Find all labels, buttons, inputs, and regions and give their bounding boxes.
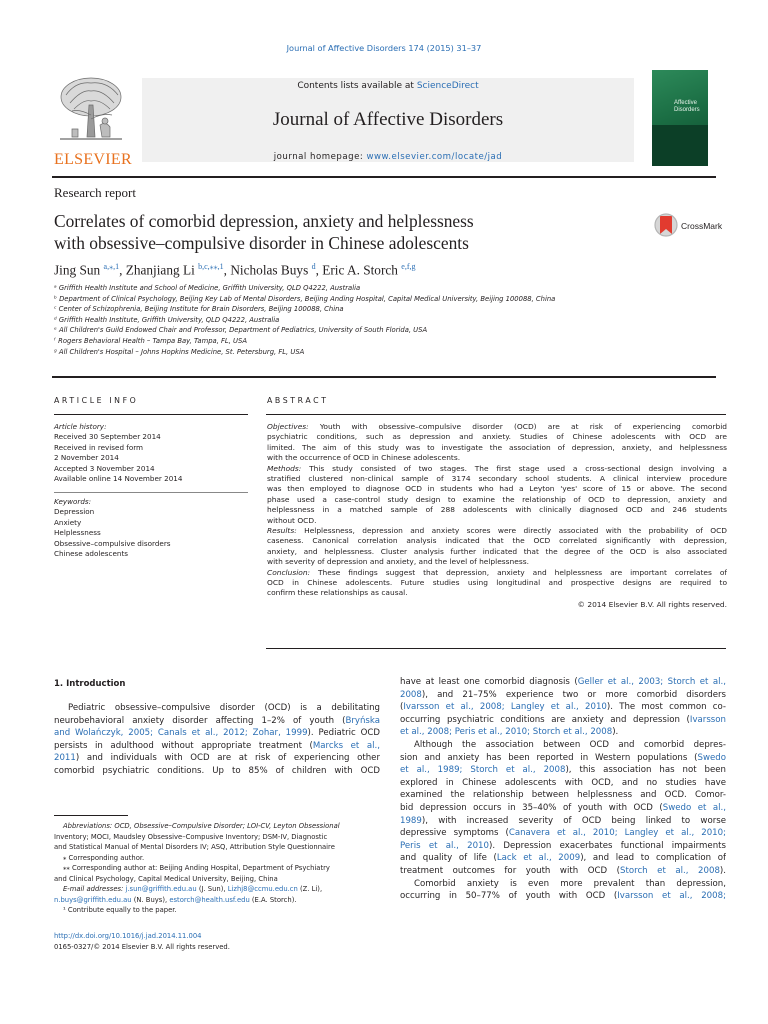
body-text: examined the relationship between helplessness and OCD. Comor-	[400, 790, 726, 801]
body-text: Pediatric obsessive–compulsive disorder (OCD) is a debilitating	[68, 703, 380, 713]
citation-link[interactable]: 1989	[400, 815, 422, 826]
abstract-line: without OCD.	[267, 515, 317, 525]
keyword: Chinese adolescents	[54, 549, 129, 559]
author-name[interactable]: , Zhanjiang Li	[119, 262, 199, 278]
journal-citation-link[interactable]: Journal of Affective Disorders 174 (2015) 31–37	[286, 43, 482, 53]
conclusion-label: Conclusion:	[267, 567, 311, 577]
body-line	[400, 752, 726, 765]
email-owner: (Z. Li),	[297, 885, 323, 893]
crossmark-icon	[654, 212, 678, 240]
abstract-line: caseness. Canonical correlation analysis indicated that the OCD correlated significantly with depression,	[267, 536, 727, 546]
author-name[interactable]: Jing Sun	[54, 262, 104, 278]
body-text: ), and 21–75% experience two or more comorbid disorders	[421, 689, 726, 700]
author-list	[54, 262, 415, 278]
abstract-text: Helplessness, depression and anxiety scores were directly associated with the probability of OCD	[296, 525, 727, 535]
affiliation-b: ᵇ Department of Clinical Psychology, Beijing Key Lab of Mental Disorders, Beijing Anding Hospital, Capital Medical University, Beijing 100088, China	[54, 294, 556, 303]
abstract-bottom-divider	[266, 648, 726, 649]
citation-link[interactable]: and Wolańczyk, 2005; Canals et al., 2012; Zohar, 1999	[54, 728, 308, 739]
email-link[interactable]: estorch@health.usf.edu	[169, 895, 250, 904]
abstract-line: was then employed to diagnose OCD in students who had a Leyton 'yes' score of 15 or above. The second	[267, 484, 727, 494]
body-text: ). Pediatric OCD	[307, 728, 380, 739]
footnote-divider	[54, 815, 128, 816]
left-column-body	[54, 702, 380, 778]
objectives-label: Objectives:	[267, 422, 309, 431]
footnotes	[54, 821, 384, 916]
footnote-line: ¹ Contribute equally to the paper.	[63, 906, 177, 914]
citation-link[interactable]: 2008	[400, 689, 422, 700]
history-title: Article history:	[54, 422, 107, 431]
body-text: ).	[719, 865, 726, 876]
body-line	[400, 777, 726, 790]
footnote-line: Abbreviations: OCD, Obsessive–Compulsive Disorder; LOI-CV, Leyton Obsessional	[63, 822, 340, 830]
abstract-line: helplessness in a matched sample of 288 adolescents with clinically diagnosed OCD and 246 students	[267, 505, 727, 515]
body-line	[54, 765, 380, 778]
homepage-line	[142, 152, 634, 162]
body-line	[54, 752, 380, 765]
body-line	[400, 676, 726, 689]
body-line	[400, 890, 726, 903]
article-type: Research report	[54, 185, 136, 200]
history-item: Available online 14 November 2014	[54, 474, 183, 484]
body-text: Although the association between OCD and comorbid depres-	[414, 739, 726, 750]
abstract-line: phase used a case-control study design to examine the relationship of OCD to depression, anxiety and	[267, 494, 727, 504]
affiliation-c: ᶜ Center of Schizophrenia, Beijing Institute for Brain Disorders, Beijing 100088, China	[54, 305, 344, 314]
abstract-heading: ABSTRACT	[267, 396, 329, 405]
affiliations	[54, 283, 714, 357]
author-name[interactable]: , Eric A. Storch	[315, 262, 402, 278]
abstract-line: with severity of depression and anxiety, and the level of helplessness.	[267, 557, 529, 567]
citation-link[interactable]: Storch et al., 2008	[620, 865, 720, 876]
article-info-divider	[54, 414, 248, 415]
body-text: have at least one comorbid diagnosis (	[400, 677, 578, 687]
keyword: Depression	[54, 507, 95, 517]
body-text: ), this association has not been	[565, 765, 726, 776]
methods-label: Methods:	[267, 463, 302, 473]
citation-link[interactable]: 2011	[54, 753, 76, 764]
citation-link[interactable]: Canavera et al., 2010; Langley et al., 2010;	[508, 828, 726, 839]
body-text: occurring psychiatric conditions are anxiety and depression (	[400, 714, 690, 725]
body-line	[54, 715, 380, 728]
footnote-email-line	[54, 895, 384, 906]
email-link[interactable]: j.sun@griffith.edu.au	[125, 885, 197, 893]
body-line	[400, 878, 726, 891]
masthead-banner	[142, 78, 634, 162]
doi-link[interactable]: http://dx.doi.org/10.1016/j.jad.2014.11.004	[54, 932, 202, 940]
abstract-line	[267, 464, 727, 474]
body-line	[400, 852, 726, 865]
author-affiliation-marks[interactable]: a,⁎,1	[103, 262, 120, 271]
cover-title	[674, 100, 700, 114]
cover-title-line-2: Disorders	[674, 107, 700, 113]
homepage-link[interactable]: www.elsevier.com/locate/jad	[366, 152, 503, 162]
citation-link[interactable]: Bryńska	[345, 715, 380, 726]
journal-title: Journal of Affective Disorders	[272, 109, 504, 130]
abstract-divider	[266, 414, 726, 415]
email-label: E-mail addresses:	[63, 885, 126, 893]
body-line	[400, 726, 726, 739]
footnote-line: and Statistical Manual of Mental Disorders IV; ASQ, Attribution Style Questionnaire	[54, 843, 335, 851]
keyword: Anxiety	[54, 517, 82, 527]
history-item: Accepted 3 November 2014	[54, 463, 155, 473]
body-line	[400, 815, 726, 828]
elsevier-wordmark: ELSEVIER	[54, 151, 132, 168]
crossmark-badge[interactable]	[654, 212, 734, 240]
body-text: comorbid psychiatric conditions. Up to 85% of children with OCD	[54, 765, 380, 776]
citation-link[interactable]: Peris et al., 2010	[400, 840, 489, 851]
abstract-line	[267, 422, 727, 432]
body-line	[400, 701, 726, 714]
citation-link[interactable]: Ivarsson et al., 2008; Langley et al., 2010	[403, 702, 607, 713]
contents-line	[142, 81, 634, 91]
body-line	[54, 727, 380, 740]
results-label: Results:	[267, 525, 297, 535]
abstract-line: OCD in Chinese adolescents. Future studies using longitudinal and prospective designs are required to	[267, 577, 727, 587]
abstract-line: with the occurrence of OCD in Chinese adolescents.	[267, 453, 461, 463]
article-title-line-1: Correlates of comorbid depression, anxiety and helplessness	[54, 211, 474, 231]
abstract-copyright: © 2014 Elsevier B.V. All rights reserved.	[577, 599, 727, 609]
history-item: 2 November 2014	[54, 453, 119, 463]
elsevier-logo[interactable]	[52, 75, 132, 168]
masthead-divider	[52, 176, 716, 178]
body-line	[400, 840, 726, 853]
body-line	[400, 865, 726, 878]
journal-cover-image[interactable]	[652, 70, 708, 166]
issn-line: 0165-0327/© 2014 Elsevier B.V. All rights reserved.	[54, 942, 230, 951]
abstract-body	[267, 422, 727, 610]
footnote-line: ⁎⁎ Corresponding author at: Beijing Anding Hospital, Department of Psychiatry	[63, 864, 330, 872]
affiliation-e: ᵉ All Children's Guild Endowed Chair and Professor, Department of Pediatrics, University of South Florida, USA	[54, 326, 428, 335]
body-text: explored in Chinese adolescents with OCD, and no studies have	[400, 777, 726, 788]
abstract-text: These findings suggest that depression, anxiety and helplessness are important correlates of	[310, 567, 727, 577]
author-affiliation-marks[interactable]: d	[311, 262, 316, 271]
footnote-email-line	[54, 884, 384, 895]
right-column-body	[400, 676, 726, 903]
citation-link[interactable]: Marcks et al.,	[312, 740, 380, 751]
article-title-line-2: with obsessive–compulsive disorder in Chinese adolescents	[54, 233, 469, 253]
body-text: treatment outcomes for youth with OCD (	[400, 865, 621, 876]
citation-link[interactable]: et al., 1989; Storch et al., 2008	[400, 765, 566, 776]
body-text: ), with increased severity of OCD being linked to worse	[421, 815, 726, 826]
body-text: neurobehavioral anxiety disorder affecting 1–2% of youth (	[54, 715, 346, 726]
citation-link[interactable]: Ivarsson et al., 2008;	[617, 891, 726, 902]
body-text: sion and anxiety has been reported in Western populations (	[400, 752, 698, 763]
body-text: depressive symptoms (	[400, 828, 509, 839]
keywords-divider	[54, 492, 248, 493]
affiliation-f: ᶠ Rogers Behavioral Health – Tampa Bay, Tampa, FL, USA	[54, 336, 247, 345]
sciencedirect-link[interactable]: ScienceDirect	[416, 81, 479, 91]
body-line	[400, 802, 726, 815]
abstract-line: anxiety, and helplessness. Cluster analysis further indicated that the degree of the OCD is also associated	[267, 546, 727, 556]
footnote-line: and Clinical Psychology, Capital Medical University, Beijing, China	[54, 874, 278, 883]
email-link[interactable]: n.buys@griffith.edu.au	[54, 895, 132, 904]
email-owner: (E.A. Storch).	[249, 895, 297, 904]
body-text: ), and lead to complication of	[580, 853, 726, 864]
article-history	[54, 422, 248, 484]
body-line	[400, 689, 726, 702]
author-affiliation-marks[interactable]: b,c,⁎⁎,1	[198, 262, 224, 271]
citation-link[interactable]: Lack et al., 2009	[496, 853, 581, 864]
citation-link[interactable]: Swedo	[697, 752, 726, 763]
body-line	[54, 740, 380, 753]
body-line	[54, 702, 380, 715]
email-link[interactable]: Lizhj8@ccmu.edu.cn	[227, 885, 298, 893]
keyword: Helplessness	[54, 528, 101, 538]
article-title	[54, 210, 614, 254]
keywords-title: Keywords:	[54, 497, 92, 506]
affiliations-divider	[52, 376, 716, 378]
footnote-line: Inventory; MOCI, Maudsley Obsessive–Compusive Inventory; DSM-IV, Diagnostic	[54, 832, 328, 841]
body-text: (	[400, 702, 404, 713]
email-owner: (N. Buys),	[131, 895, 170, 904]
cover-band	[652, 125, 708, 166]
crossmark-label: CrossMark	[681, 221, 723, 231]
body-text: ).	[612, 727, 619, 738]
homepage-prefix: journal homepage:	[273, 152, 367, 162]
body-text: Comorbid anxiety is even more prevalent than depression,	[414, 878, 726, 889]
body-text: and quality of life (	[400, 853, 497, 864]
abstract-line	[267, 568, 727, 578]
citation-link[interactable]: Swedo et al.,	[662, 802, 726, 813]
keyword: Obsessive–compulsive disorders	[54, 538, 171, 548]
body-text: bid depression occurs in 35–40% of youth with OCD (	[400, 802, 663, 813]
history-item: Received in revised form	[54, 442, 144, 452]
body-text: ). The most common co-	[606, 702, 726, 713]
citation-link[interactable]: Ivarsson	[689, 714, 726, 725]
section-heading-introduction: 1. Introduction	[54, 679, 126, 689]
abstract-line: psychiatric conditions, such as depression and anxiety. Studies of Chinese adolescents with OCD are	[267, 432, 727, 442]
affiliation-d: ᵈ Griffith Health Institute, Griffith University, QLD Q4222, Australia	[54, 315, 280, 324]
abstract-line: limited. The aim of this study was to investigate the association of depression, anxiety, and helplessness	[267, 442, 727, 452]
body-text: ). Depression exacerbates functional impairments	[488, 840, 726, 851]
cover-title-line-1: Affective	[674, 100, 697, 106]
abstract-line: stratified clustered non-clinical sample of 3174 secondary school students. A clinical interview procedure	[267, 473, 727, 483]
journal-masthead	[52, 70, 716, 170]
affiliation-a: ᵃ Griffith Health Institute and School of Medicine, Griffith University, QLD Q4222, Australia	[54, 284, 361, 292]
footnote-line: ⁎ Corresponding author.	[63, 853, 145, 862]
body-line	[400, 739, 726, 752]
body-text: ) and individuals with OCD are at risk of experiencing other	[75, 753, 380, 764]
abstract-line: confirm these relationships as causal.	[267, 588, 408, 598]
author-affiliation-marks[interactable]: e,f,g	[401, 262, 416, 271]
body-line	[400, 827, 726, 840]
body-line	[400, 764, 726, 777]
body-line	[400, 714, 726, 727]
keywords	[54, 497, 248, 559]
article-info-heading: ARTICLE INFO	[54, 396, 139, 405]
abstract-text: This study consisted of two stages. The first stage used a cross-sectional design involving a	[301, 463, 727, 473]
body-text: occurring in 50–77% of youth with OCD (	[400, 891, 618, 902]
doi-block	[54, 931, 230, 952]
abstract-line	[267, 526, 727, 536]
elsevier-tree-icon	[52, 75, 130, 149]
affiliation-g: ᵍ All Children's Hospital – Johns Hopkins Medicine, St. Petersburg, FL, USA	[54, 347, 305, 356]
citation-link[interactable]: et al., 2008; Peris et al., 2010; Storch et al., 2008	[400, 727, 613, 738]
body-line	[400, 789, 726, 802]
contents-prefix: Contents lists available at	[297, 81, 417, 91]
citation-link[interactable]: Geller et al., 2003; Storch et al.,	[577, 677, 726, 687]
history-item: Received 30 September 2014	[54, 432, 161, 442]
author-name[interactable]: , Nicholas Buys	[223, 262, 312, 278]
abstract-text: Youth with obsessive–compulsive disorder (OCD) are at risk of experiencing comorbid	[308, 422, 727, 431]
email-owner: (J. Sun),	[196, 885, 228, 893]
body-text: persists in adulthood without appropriate treatment (	[54, 740, 313, 751]
